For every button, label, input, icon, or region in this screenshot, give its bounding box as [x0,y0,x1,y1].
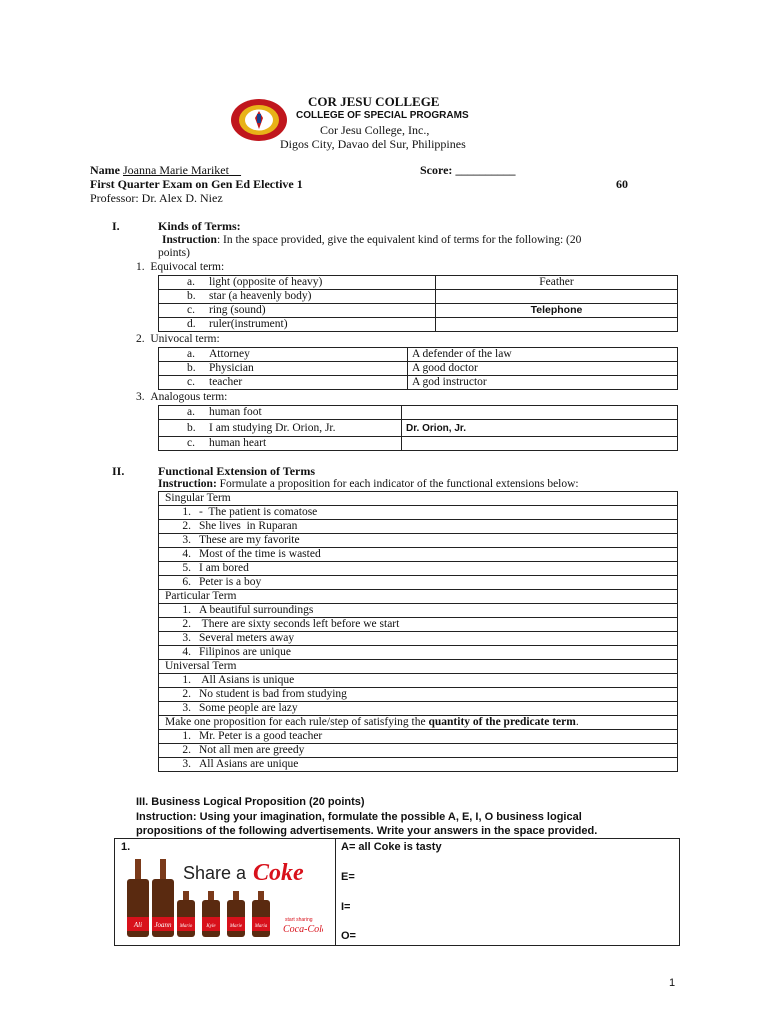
instruction-label: Instruction [162,234,217,246]
table-row [159,276,678,290]
section3-title: III. Business Logical Proposition (20 points) [136,796,365,808]
item-cell: b. star (a heavenly body) [159,290,436,304]
item-cell: c. ring (sound) [159,304,436,318]
item-cell: b. Physician [159,362,408,376]
section3-instruction-cont: propositions of the following advertisements. Write your answers in the space provided. [136,825,598,837]
answer-cell [436,318,678,332]
section1-numeral: I. [112,219,120,233]
bottle-name-label: Ali [133,921,143,929]
proposition-cell: 3. Some people are lazy [159,702,678,716]
college-name: COR JESU COLLEGE [308,94,440,109]
total-points: 60 [616,177,628,191]
score-line [420,163,515,178]
item-cell: c. human heart [159,437,402,451]
answer-cell: A good doctor [408,362,678,376]
table-row [159,348,678,362]
answer-e: E= [341,871,355,883]
table-section-header [159,590,678,604]
ad-headline-share: Share a [183,863,247,883]
table-row [159,534,678,548]
table-row [159,318,678,332]
table-row [159,562,678,576]
coke-ad-image [123,853,323,937]
proposition-cell: 5. I am bored [159,562,678,576]
univocal-table [158,347,678,390]
ad-headline-coke: Coke [253,860,304,886]
bottle-name-label: Joann [154,921,172,929]
bottle-name-label: Kyle [206,924,216,929]
coke-bottle [227,891,245,937]
proposition-cell: 2. There are sixty seconds left before we start [159,618,678,632]
proposition-cell: 2. She lives in Ruparan [159,520,678,534]
table-row [159,406,678,420]
table-row [159,376,678,390]
instruction-text: : In the space provided, give the equivalent kind of terms for the following: (20 [216,234,582,246]
table-row [159,618,678,632]
item-cell: a. human foot [159,406,402,420]
term-category: Universal Term [159,660,678,674]
answer-cell: A defender of the law [408,348,678,362]
item-cell: a. light (opposite of heavy) [159,276,436,290]
section2-title: Functional Extension of Terms [158,464,316,478]
proposition-cell: 2. Not all men are greedy [159,744,678,758]
table-row [159,576,678,590]
institution: Cor Jesu College, Inc., [320,123,430,137]
table-section-header [159,660,678,674]
exam-title: First Quarter Exam on Gen Ed Elective 1 [90,177,303,191]
table-row [159,304,678,318]
table-row [159,688,678,702]
section3-instruction: Instruction: Using your imagination, formulate the possible A, E, I, O business logical [136,811,582,823]
ad-brand-logo: Coca-Cola [283,924,323,935]
proposition-cell: 3. These are my favorite [159,534,678,548]
proposition-cell: 4. Filipinos are unique [159,646,678,660]
answer-o: O= [341,930,356,942]
professor: Professor: Dr. Alex D. Niez [90,191,223,205]
proposition-cell: 1. A beautiful surroundings [159,604,678,618]
section2-numeral: II. [112,464,125,478]
coke-bottle [202,891,220,937]
bottle-name-label: Maria [254,924,268,929]
rule-instruction: Make one proposition for each rule/step of satisfying the quantity of the predicate term. [159,716,678,730]
table-section-header [159,716,678,730]
answer-a: A= all Coke is tasty [341,841,442,853]
term-category: Singular Term [159,492,678,506]
score-label: Score: [420,163,453,177]
proposition-cell: 3. Several meters away [159,632,678,646]
table-row [159,744,678,758]
table-row [159,604,678,618]
item-cell: d. ruler(instrument) [159,318,436,332]
answer-i: I= [341,901,351,913]
college-logo [230,98,288,142]
table-row [159,758,678,772]
ad-tagline: start sharing [285,917,313,923]
section2-instruction: Instruction: Formulate a proposition for each indicator of the functional extensions below: [158,478,579,490]
term-category: Particular Term [159,590,678,604]
item-cell: a. Attorney [159,348,408,362]
proposition-cell: 1. Mr. Peter is a good teacher [159,730,678,744]
ad-question-box [114,838,680,946]
answer-cell: Dr. Orion, Jr. [402,420,678,437]
analogous-table [158,405,678,451]
table-row [159,730,678,744]
proposition-cell: 2. No student is bad from studying [159,688,678,702]
proposition-cell: 1. All Asians is unique [159,674,678,688]
answer-cell [402,406,678,420]
proposition-cell: 1. - The patient is comatose [159,506,678,520]
coke-bottle [152,859,174,937]
proposition-cell: 3. All Asians are unique [159,758,678,772]
address: Digos City, Davao del Sur, Philippines [280,137,466,151]
department: COLLEGE OF SPECIAL PROGRAMS [296,110,469,121]
equivocal-table [158,275,678,332]
item-number: 1. [121,841,131,853]
answer-cell [436,290,678,304]
coke-bottle [127,859,149,937]
item-cell: b. I am studying Dr. Orion, Jr. [159,420,402,437]
table-row [159,646,678,660]
section1-instruction [162,234,682,246]
answer-cell: Telephone [436,304,678,318]
proposition-cell: 4. Most of the time is wasted [159,548,678,562]
answer-cell: Feather [436,276,678,290]
answer-cell: A god instructor [408,376,678,390]
table-row [159,632,678,646]
table-row [159,520,678,534]
coke-bottle [177,891,195,937]
name-label: Name [90,163,120,177]
section1-title: Kinds of Terms: [158,219,241,233]
group-title: 2. Univocal term: [136,333,220,345]
table-row [159,506,678,520]
name-value: Joanna Marie Mariket [123,163,229,177]
table-row [159,362,678,376]
score-blank: __________ [455,163,516,177]
table-section-header [159,492,678,506]
bottle-name-label: Mario [179,924,193,929]
page-number: 1 [669,977,676,989]
table-row [159,548,678,562]
table-row [159,674,678,688]
coke-bottle [252,891,270,937]
answer-cell [402,437,678,451]
proposition-cell: 6. Peter is a boy [159,576,678,590]
extension-table [158,491,678,772]
table-row [159,420,678,437]
table-row [159,702,678,716]
table-row [159,437,678,451]
group-title: 3. Analogous term: [136,391,228,403]
group-title: 1. Equivocal term: [136,261,225,273]
name-line: Name Joanna Marie Mariket__ [90,163,241,177]
item-cell: c. teacher [159,376,408,390]
bottle-name-label: Marie [229,924,243,929]
table-row [159,290,678,304]
section1-instruction-cont: points) [158,247,190,259]
